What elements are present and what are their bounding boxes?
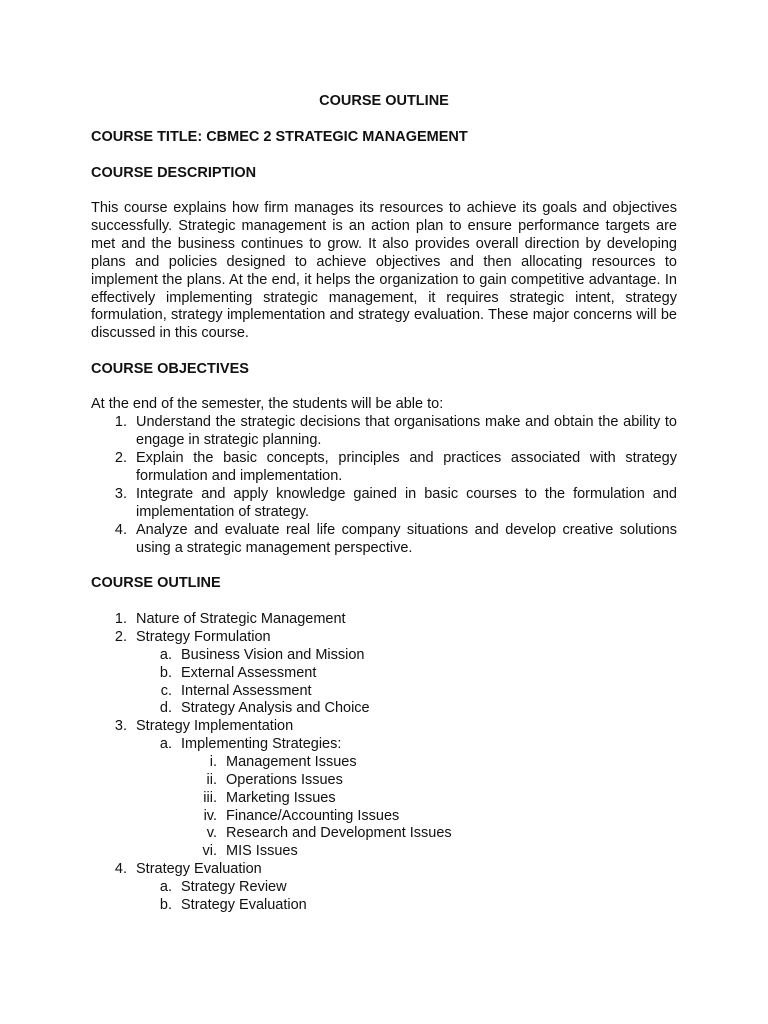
objective-item: Analyze and evaluate real life company situations and develop creative solutions using a strategic management perspective. [136,522,677,556]
objective-number: 3. [114,486,127,502]
outline-item: Strategy Implementation [136,718,294,734]
outline-roman-number: vi. [202,843,217,859]
outline-roman-number: i. [209,754,217,770]
outline-subitem: Business Vision and Mission [181,647,365,663]
outline-number: 4. [114,861,127,877]
objective-number: 4. [114,522,127,538]
objective-number: 1. [114,414,127,430]
outline-roman-number: iv. [203,808,217,824]
outline-subitem: Implementing Strategies: [181,736,342,752]
outline-subnumber: a. [159,736,172,752]
objective-item: Explain the basic concepts, principles and practices associated with strategy formulation and implementation. [136,450,677,484]
outline-number: 1. [114,611,127,627]
course-title: COURSE TITLE: CBMEC 2 STRATEGIC MANAGEMENT [91,129,468,145]
outline-subitem: Internal Assessment [181,683,312,699]
objectives-intro: At the end of the semester, the students will be able to: [91,396,444,412]
outline-subsubitem: Marketing Issues [226,790,336,806]
outline-heading: COURSE OUTLINE [91,575,221,591]
outline-subsubitem: Operations Issues [226,772,343,788]
outline-subitem: Strategy Review [181,879,287,895]
outline-subnumber: a. [159,647,172,663]
page-title: COURSE OUTLINE [319,93,449,109]
outline-subsubitem: Management Issues [226,754,357,770]
objectives-heading: COURSE OBJECTIVES [91,361,249,377]
outline-number: 3. [114,718,127,734]
outline-item: Nature of Strategic Management [136,611,346,627]
outline-subnumber: b. [159,897,172,913]
outline-subsubitem: MIS Issues [226,843,298,859]
outline-subnumber: c. [160,683,172,699]
description-heading: COURSE DESCRIPTION [91,165,257,181]
objective-item: Integrate and apply knowledge gained in basic courses to the formulation and implementation of strategy. [136,486,677,520]
outline-roman-number: v. [206,825,217,841]
outline-subsubitem: Finance/Accounting Issues [226,808,400,824]
outline-subsubitem: Research and Development Issues [226,825,452,841]
outline-item: Strategy Evaluation [136,861,262,877]
outline-subnumber: b. [159,665,172,681]
outline-subitem: External Assessment [181,665,317,681]
outline-subitem: Strategy Evaluation [181,897,307,913]
outline-subitem: Strategy Analysis and Choice [181,700,370,716]
outline-roman-number: iii. [203,790,217,806]
objective-item: Understand the strategic decisions that organisations make and obtain the ability to engage in strategic planning. [136,414,677,448]
outline-subnumber: a. [159,879,172,895]
outline-item: Strategy Formulation [136,629,271,645]
objective-number: 2. [114,450,127,466]
outline-roman-number: ii. [206,772,217,788]
outline-subnumber: d. [159,700,172,716]
description-paragraph: This course explains how firm manages its resources to achieve its goals and objectives successfully. Strategic management is an action plan to ensure performance targets are met and the business continues to grow. It also provides overall direction by developing plans and policies designed to achieve objectives and then allocating resources to implement the plans. At the end, it helps the organization to gain competitive advantage. In effectively implementing strategic management, it requires strategic intent, strategy formulation, strategy implementation and strategy evaluation. These major concerns will be discussed in this course. [91,200,677,342]
outline-number: 2. [114,629,127,645]
